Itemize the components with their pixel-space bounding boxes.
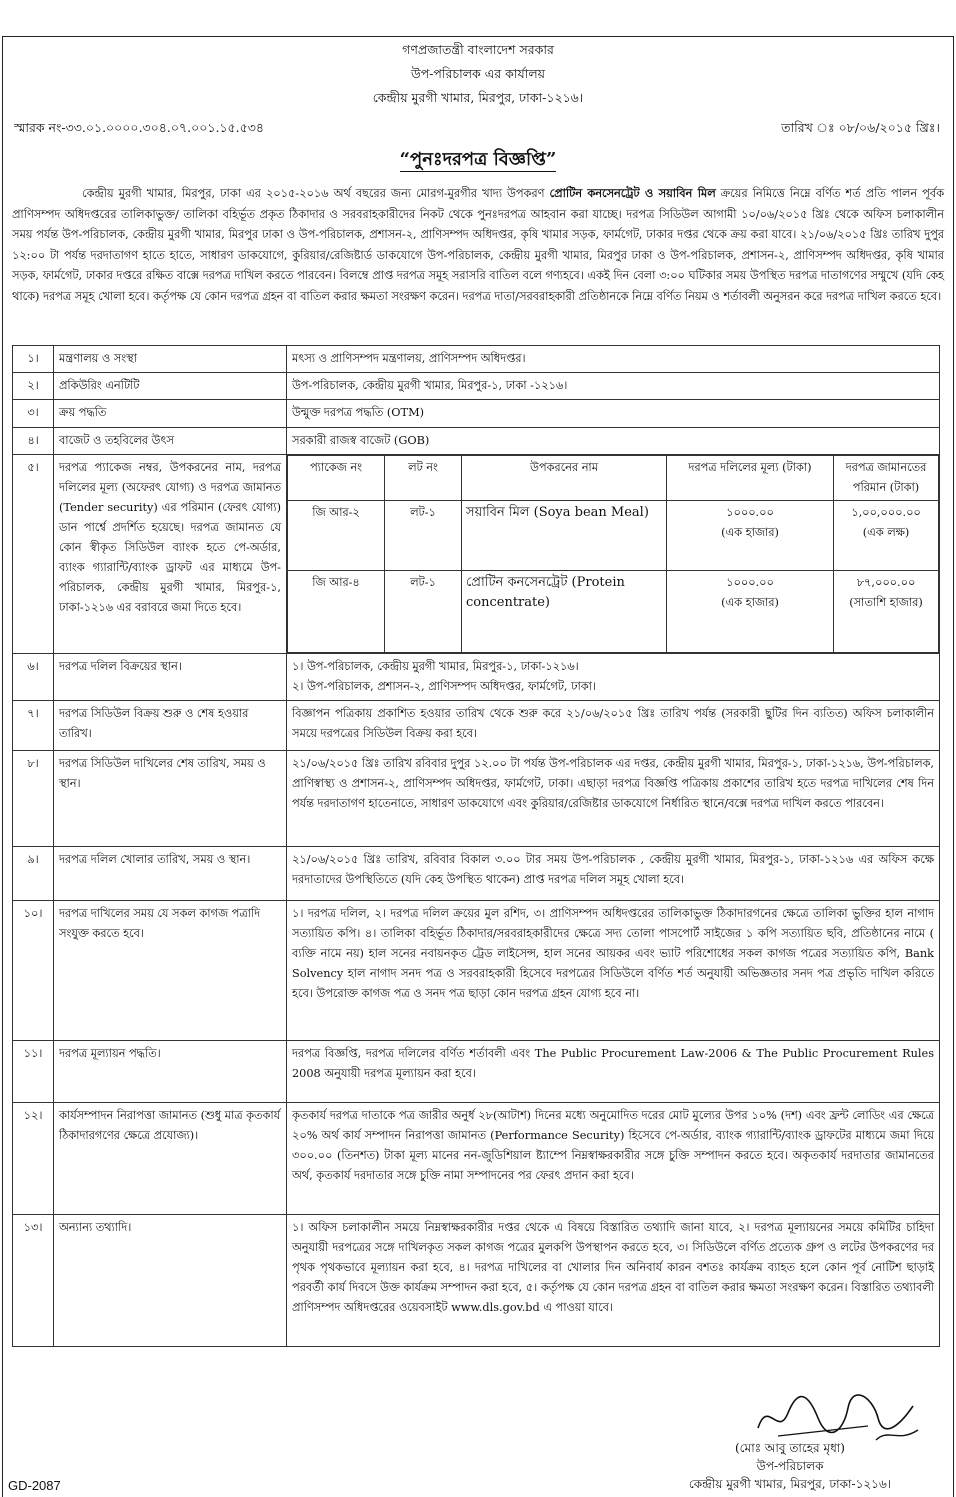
intro-bold-items: প্রোটিন কনসেনট্রেট ও সয়াবিন মিল [549,186,716,200]
signatory-office: কেন্দ্রীয় মুরগী খামার, মিরপুর, ঢাকা-১২১৬। [688,1477,892,1491]
table-row: ৪। বাজেট ও তহবিলের উৎস সরকারী রাজস্ব বাজেট (GOB) [13,428,940,455]
package-table [287,455,939,653]
table-row: ১০। দরপত্র দাখিলের সময় যে সকল কাগজ পত্রাদি সংযুক্ত করতে হবে। ১। দরপত্র দলিল, ২। দরপত্র দলিল ক্রয়ের মুল রশিদ, ৩। প্রাণিসম্পদ অধিদপ্তরের তালিকাভুক্ত ঠিকাদারগনের ক্ষেত্রে তালিকা ভুক্তির হাল নাগাদ সত্যায়িত কপি। ৪। তালিকা বহির্ভূত ঠিকাদার/সরবরাহকারীদের ক্ষেত্রে সদ্য তোলা পাসপোর্ট সাইজের ১ কপি সত্যায়িত ছবি, প্রতিষ্ঠানের নামে ( ব্যক্তি নামে নয়) হাল সনের নবায়নকৃত ট্রেড লাইসেন্স, হাল সনের আয়কর এবং ভ্যাট পরিশোধের সকল কাগজ পত্রের সত্যায়িত কপি, Bank Solvency হাল নাগাদ সনদ পত্র ও সরবরাহকারী হিসেবে দরপত্রের সিডিউলে বর্ণিত শর্ত অনুযায়ী অভিজ্ঞতার সনদ পত্র প্রভৃতি দাখিল করিতে হবে। উপরোক্ত কাগজ পত্র ও সনদ পত্র ছাড়া কোন দরপত্র গ্রহন যোগ্য হবে না। [13,901,940,1041]
table-row: ১১। দরপত্র মূল্যায়ন পদ্ধতি। দরপত্র বিজ্ঞপ্তি, দরপত্র দলিলের বর্ণিত শর্তাবলী এবং The Public Procurement Law-2006 & The Public Procurement Rules 2008 অনুযায়ী দরপত্র মূল্যায়ন করা হবে। [13,1041,940,1103]
table-row: ১৩। অন্যান্য তথ্যাদি। ১। অফিস চলাকালীন সময়ে নিম্নস্বাক্ষরকারীর দপ্তর থেকে এ বিষয়ে বিস্তারিত তথ্যাদি জানা যাবে, ২। দরপত্র মূল্যায়নের সময়ে কমিটির চাহিদা অনুযায়ী দরপত্রের সঙ্গে দাখিলকৃত সকল কাগজ পত্রের মুলকপি উপস্থাপন করতে হবে, ৩। সিডিউলে বর্ণিত প্রত্যেক গ্রুপ ও লটের উপকরণের দর পৃথক পৃথকভাবে মূল্যায়ন করা হবে, ৪। দরপত্র দাখিলের বা খোলার দিন অনিবার্য কারন বশতঃ কার্যক্রম ব্যাহত হলে কোন পূর্ব নোটিশ ছাড়াই পরবর্তী কার্য দিবসে উক্ত কার্যক্রম সম্পাদন করা হবে, ৫। কর্তৃপক্ষ যে কোন দরপত্র গ্রহন বা বাতিল করার ক্ষমতা সংরক্ষণ করেন। বিস্তারিত তথ্যাবলী প্রাণিসম্পদ অধিদপ্তরের ওয়েবসাইট www.dls.gov.bd এ পাওয়া যাবে। [13,1215,940,1347]
package-header-row: প্যাকেজ নং লট নং উপকরনের নাম দরপত্র দলিলের মূল্য (টাকা) দরপত্র জামানতের পরিমান (টাকা) [288,456,939,501]
table-row: ১২। কার্যসম্পাদন নিরাপত্তা জামানত (শুধু মাত্র কৃতকার্য ঠিকাদারগণের ক্ষেত্রে প্রযোজ্য)। কৃতকার্য দরপত্র দাতাকে পত্র জারীর অনুর্ধ ২৮(আটাশ) দিনের মধ্যে অনুমোদিত দরের মোট মুল্যের উপর ১০% (দশ) এবং ফ্রন্ট লোডিং এর ক্ষেত্রে ২০% অর্থ কার্য সম্পাদন নিরাপত্তা জামানত (Performance Security) হিসেবে পে-অর্ডার, ব্যাংক গ্যারান্টি/ব্যাংক ড্রাফটের মাধ্যমে জমা দিয়ে ৩০০.০০ (তিনশত) টাকা মূল্য মানের নন-জুডিশিয়াল ষ্ট্যাম্পে নিম্নস্বাক্ষরকারীর সঙ্গে চুক্তি সম্পাদন করতে হবে। অকৃতকার্য দরদাতার জামানতের অর্থ, কৃতকার্য দরদাতার সঙ্গে চুক্তি নামা সম্পাদনের পর ফেরৎ প্রদান করা হবে। [13,1103,940,1215]
signature-scribble [748,1388,928,1446]
office-address: কেন্দ্রীয় মুরগী খামার, মিরপুর, ঢাকা-১২১৬। [372,90,584,105]
package-row: জি আর-২ লট-১ সয়াবিন মিল (Soya bean Meal) ১০০০.০০ (এক হাজার) ১,০০,০০০.০০ (এক লক্ষ) [288,501,939,571]
table-row: ৯। দরপত্র দলিল খোলার তারিখ, সময় ও স্থান। ২১/০৬/২০১৫ খ্রিঃ তারিখ, রবিবার বিকাল ৩.০০ টার সময় উপ-পরিচালক , কেন্দ্রীয় মুরগী খামার, মিরপুর-১, ঢাকা-১২১৬ এর অফিস কক্ষে দরদাতাদের উপস্থিতিতে (যদি কেহ উপস্থিত থাকেন) প্রাপ্ত দরপত্র দলিল সমূহ খোলা হবে। [13,847,940,901]
memo-date: তারিখ ঃ ০৮/০৬/২০১৫ খ্রিঃ। [781,120,940,135]
table-row: ৩। ক্রয় পদ্ধতি উন্মুক্ত দরপত্র পদ্ধতি (OTM) [13,400,940,428]
memo-number: স্মারক নং-৩৩.০১.০০০০.৩০৪.০৭.০০১.১৫.৫৩৪ [14,120,264,135]
footer-code: GD-2087 [8,1478,61,1493]
table-row: ৭। দরপত্র সিডিউল বিক্রয় শুরু ও শেষ হওয়ার তারিখ। বিজ্ঞাপন পত্রিকায় প্রকাশিত হওয়ার তারিখ থেকে শুরু করে ২১/০৬/২০১৫ খ্রিঃ তারিখ পর্যন্ত (সরকারী ছুটির দিন ব্যতিত) অফিস চলাকালীন সময়ে দরপত্রের সিডিউল বিক্রয় করা হবে। [13,701,940,751]
notice-title: “পুনঃদরপত্র বিজ্ঞপ্তি” [399,149,557,170]
intro-paragraph: কেন্দ্রীয় মুরগী খামার, মিরপুর, ঢাকা এর ২০১৫-২০১৬ অর্থ বছরের জন্য মোরগ-মুরগীর খাদ্য উপকরণ প্রোটিন কনসেনট্রেট ও সয়াবিন মিল ক্রয়ের নিমিত্তে নিম্নে বর্ণিত শর্ত প্রতি পালন পূর্বক প্রাণিসম্পদ অধিদপ্তরের তালিকাভুক্ত/ তালিকা বহির্ভূত প্রকৃত ঠিকাদার ও সরবরাহকারীদের নিকট থেকে পুনঃদরপত্র আহবান করা যাচ্ছে। দরপত্র সিডিউল আগামী ১০/০৬/২০১৫ খ্রিঃ থেকে অফিস চলাকালীন সময় পর্যন্ত উপ-পরিচালক, কেন্দ্রীয় মুরগী খামার, মিরপুর ঢাকা ও উপ-পরিচালক, প্রশাসন-২, প্রাণিসম্পদ অধিদপ্তর, কৃষি খামার সড়ক, ফার্মগেট, ঢাকার দপ্তর থেকে ক্রয় করা যাবে। ২১/০৬/২০১৫ খ্রিঃ তারিখ দুপুর ১২:০০ টা পর্যন্ত দরদাতাগণ হাতে হাতে, সাধারণ ডাকযোগে, কুরিয়ার/রেজিষ্টার্ড ডাকযোগে উপ-পরিচালক, কেন্দ্রীয় মুরগী খামার, মিরপুর ঢাকা ও উপ-পরিচালক, প্রশাসন-২, প্রাণিসম্পদ অধিদপ্তর, কৃষি খামার সড়ক, ফার্মগেট, ঢাকার দপ্তরে রক্ষিত বাক্সে দরপত্র দাখিল করতে পারবেন। বিলম্বে প্রাপ্ত দরপত্র সমূহ সরাসরি বাতিল বলে গণ্যহবে। একই দিন বেলা ৩:০০ ঘটিকার সময় উপস্থিত দরপত্র দাতাগণের সম্মুখে (যদি কেহ থাকে) দরপত্র সমূহ খোলা হবে। কর্তৃপক্ষ যে কোন দরপত্র গ্রহন বা বাতিল করার ক্ষমতা সংরক্ষণ করেন। দরপত্র দাতা/সরবরাহকারী প্রতিষ্ঠানকে নিম্নে বর্ণিত নিয়ম ও শর্তাবলী অনুসরন করে দরপত্র দাখিল করতে হবে। [12,186,944,303]
table-row: ২। প্রকিউরিং এনটিটি উপ-পরিচালক, কেন্দ্রীয় মুরগী খামার, মিরপুর-১, ঢাকা -১২১৬। [13,373,940,400]
table-row: ৮। দরপত্র সিডিউল দাখিলের শেষ তারিখ, সময় ও স্থান। ২১/০৬/২০১৫ খ্রিঃ তারিখ রবিবার দুপুর ১২.০০ টা পর্যন্ত উপ-পরিচালক এর দপ্তর, কেন্দ্রীয় মুরগী খামার, মিরপুর-১, ঢাকা-১২১৬, উপ-পরিচালক, প্রাণিস্বাস্থ্য ও প্রশাসন-২, প্রাণিসম্পদ অধিদপ্তর, ফার্মগেট, ঢাকা। এছাড়া দরপত্র বিজ্ঞপ্তি পত্রিকায় প্রকাশের তারিখ হতে দরপত্র দাখিলের শেষ দিন পর্যন্ত দরদাতাগণ হাতেনাতে, সাধারণ ডাকযোগে এবং কুরিয়ার/রেজিষ্টার ডাকযোগে নির্ধারিত স্থানে/বক্সে দরপত্র দাখিল করতে পারবেন। [13,751,940,847]
table-row: ৫। দরপত্র প্যাকেজ নম্বর, উপকরনের নাম, দরপত্র দলিলের মূল্য (অফেরৎ যোগ্য) ও দরপত্র জামানত (Tender security) এর পরিমান (ফেরৎ যোগ্য) ডান পার্শ্বে প্রদর্শিত হয়েছে। দরপত্র জামানত যে কোন স্বীকৃত সিডিউল ব্যাংক হতে পে-অর্ডার, ব্যাংক গ্যারান্টি/ব্যাংক ড্রাফট এর মাধ্যমে উপ-পরিচালক, কেন্দ্রীয় মুরগী খামার, মিরপুর-১, ঢাকা-১২১৬ এর বরাবরে জমা দিতে হবে। প্যাকেজ নং লট নং উপকরনের নাম দরপত্র দলিলের মূল্য (টাকা) দরপত্র জামানতের পরিমান (টাকা) জি আর-২ লট-১ সয়াবিন মিল (Soya bean Meal) ১০০০.০০ (এক হাজার) ১,০০,০০০.০০ (এক লক্ষ) জি আর-৪ লট-১ প্রোটিন কনসেনট্রেট (Protein concentrate) ১০০০.০০ (এক হাজার) ৮৭,০০০.০০ (সাতাশি হাজার) [13,455,940,654]
signatory-name: (মোঃ আবু তাহের মৃধা) [735,1441,845,1455]
signatory-designation: উপ-পরিচালক [756,1459,824,1473]
conditions-table [12,345,940,1347]
govt-name: গণপ্রজাতন্ত্রী বাংলাদেশ সরকার [402,42,554,57]
office-name: উপ-পরিচালক এর কার্যালয় [410,66,546,81]
table-row: ১। মন্ত্রণালয় ও সংস্থা মৎস্য ও প্রাণিসম্পদ মন্ত্রণালয়, প্রাণিসম্পদ অধিদপ্তর। [13,346,940,373]
package-row: জি আর-৪ লট-১ প্রোটিন কনসেনট্রেট (Protein concentrate) ১০০০.০০ (এক হাজার) ৮৭,০০০.০০ (সাতাশি হাজার) [288,571,939,653]
table-row: ৬। দরপত্র দলিল বিক্রয়ের স্থান। ১। উপ-পরিচালক, কেন্দ্রীয় মুরগী খামার, মিরপুর-১, ঢাকা-১২১৬। ২। উপ-পরিচালক, প্রশাসন-২, প্রাণিসম্পদ অধিদপ্তর, ফার্মগেট, ঢাকা। [13,654,940,701]
